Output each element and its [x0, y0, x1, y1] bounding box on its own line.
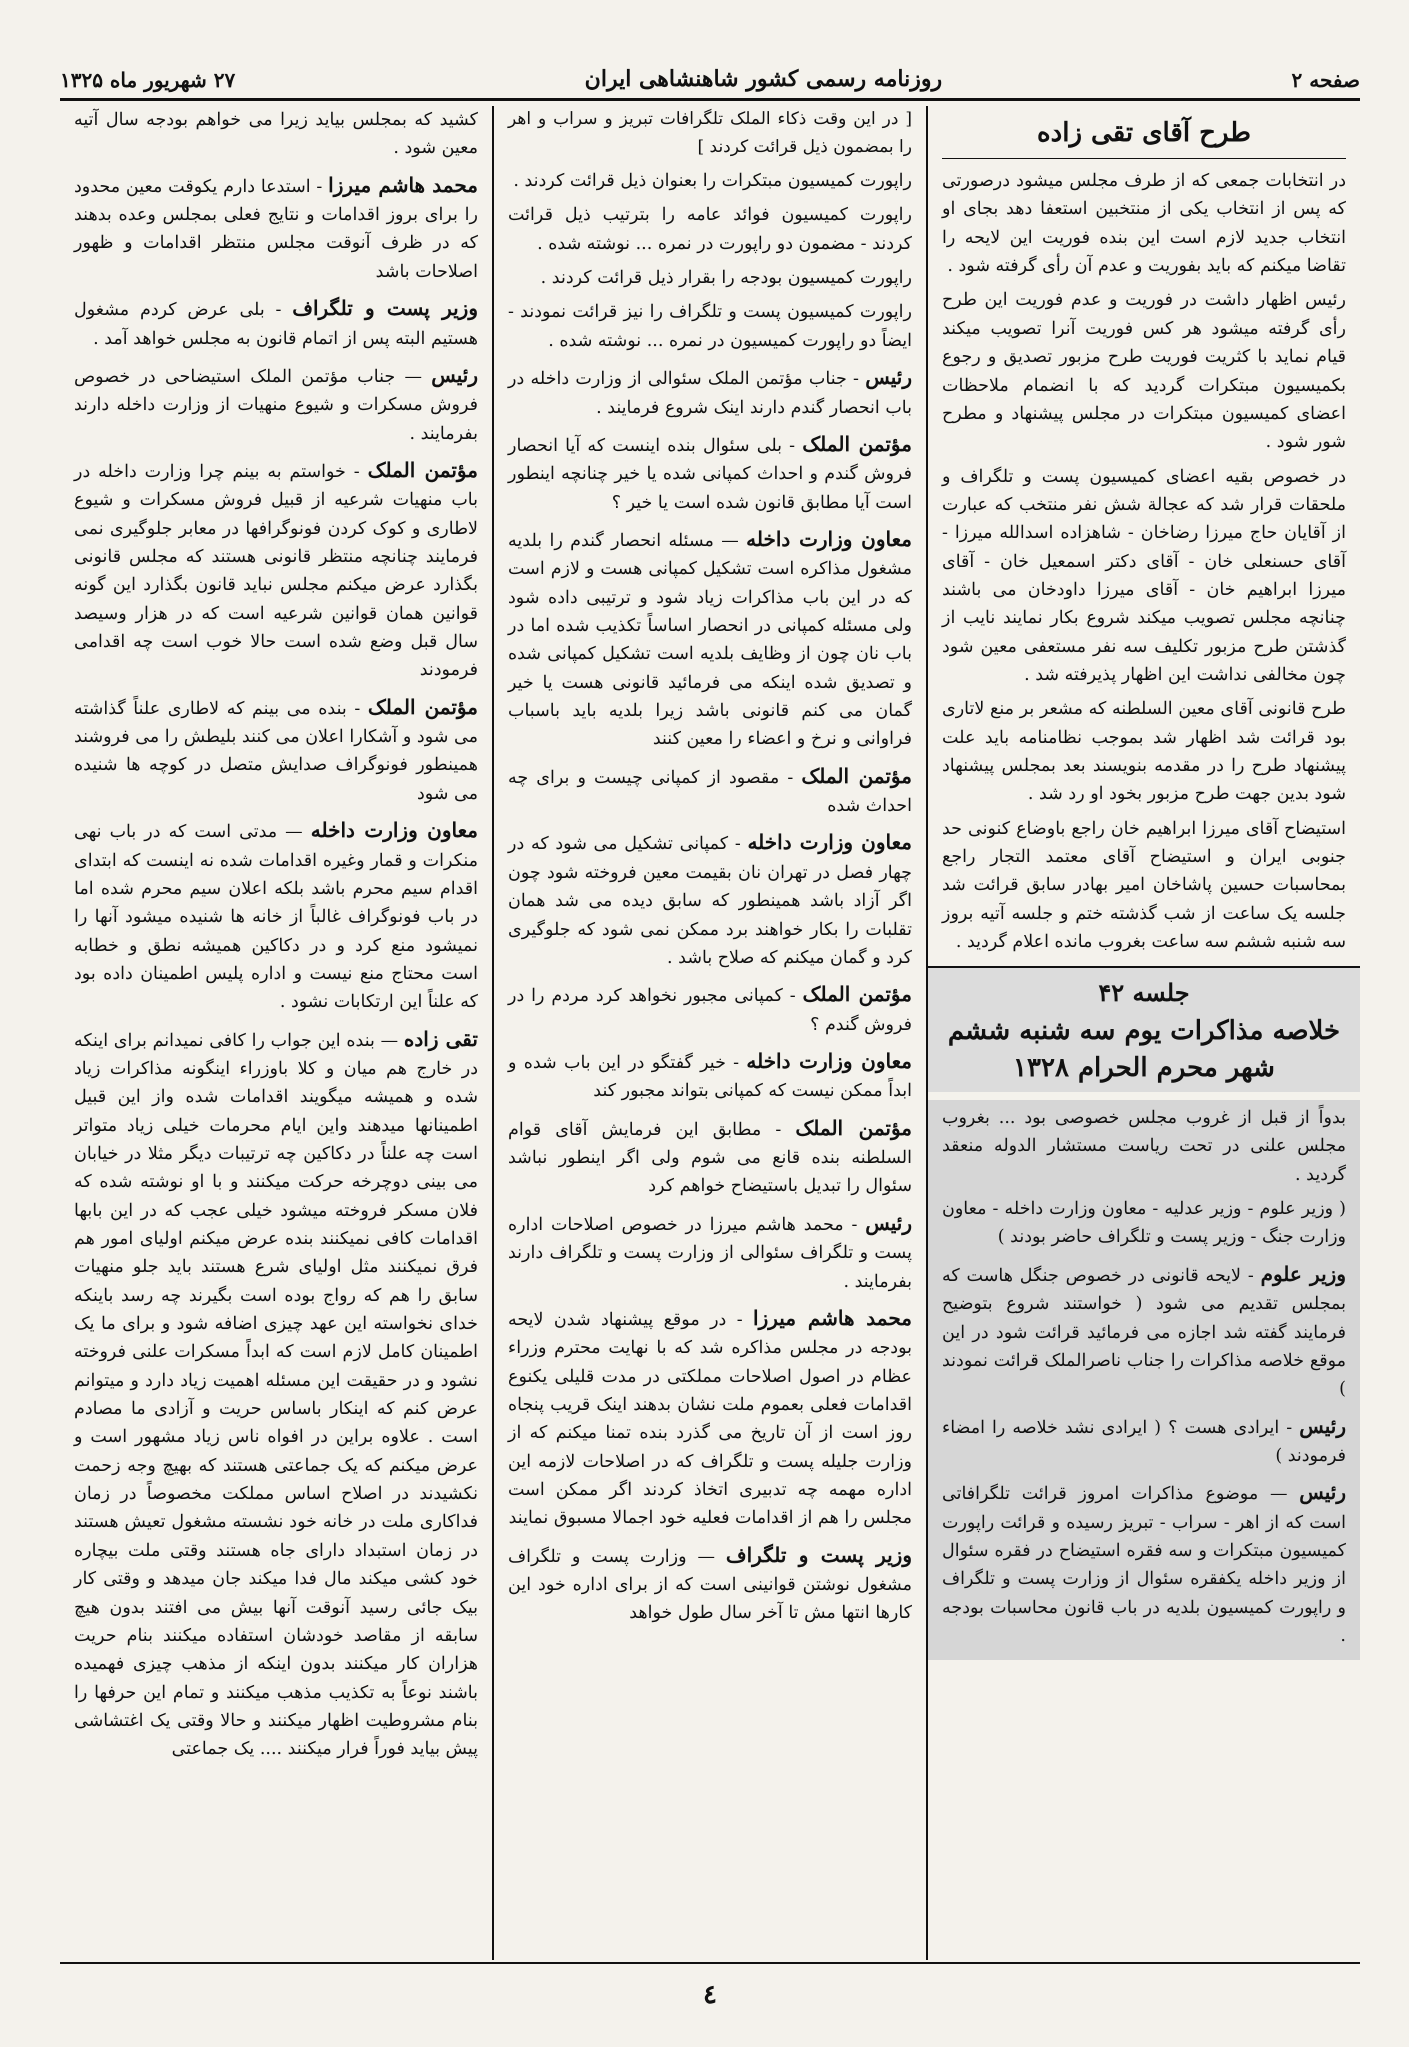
- paragraph: [508, 428, 912, 517]
- speaker-name: معاون وزارت داخله: [746, 1048, 912, 1073]
- paragraph: ( وزیر علوم - وزیر عدلیه - معاون وزارت داخله - معاون وزارت جنگ - وزیر پست و تلگراف حاضر بودند ): [942, 1199, 1346, 1248]
- session-number: جلسه ۴۲: [1098, 978, 1190, 1008]
- paragraph: [74, 691, 478, 808]
- speaker-name: رئیس: [1299, 1413, 1346, 1438]
- speaker-name: مؤتمن الملک: [801, 763, 912, 788]
- speech: — مدتی است که در باب نهی منکرات و قمار وغیره اقدامات شده نه اینست که ابتدای اقدام سیم محرم باشد بلکه اعلان سیم محرم شده اما در باب فونوگراف غالباً از خانه ها شنیده میشود آنها را نمیشود منع کرد و در دکاکین همیشه نطق و خطابه است محتاج منع نیست و اداره پلیس اطمینان داده بود که علناً این ارتکابات نشود .: [74, 822, 478, 1013]
- session-title: خلاصه مذاکرات یوم سه شنبه ششم شهر محرم الحرام ۱۳۲۸: [947, 1016, 1341, 1083]
- page-number: ٤: [703, 1980, 717, 2010]
- paragraph: [508, 1045, 912, 1106]
- speaker-name: مؤتمن الملک: [802, 982, 912, 1007]
- paragraph: [942, 1476, 1346, 1650]
- paragraph: [74, 1023, 478, 1764]
- paragraph: [508, 1302, 912, 1533]
- issue-date: ۲۷ شهریور ماه ۱۳۲۵: [60, 68, 236, 92]
- speech: — جناب مؤتمن الملک استیضاحی در خصوص فروش مسکرات و شیوع منهیات از وزارت داخله دارند بفرمایند .: [74, 366, 478, 444]
- columns: [60, 106, 1360, 1960]
- paragraph: [74, 454, 478, 685]
- paragraph: [942, 1410, 1346, 1471]
- paragraph: در انتخابات جمعی که از طرف مجلس میشود درصورتی که پس از انتخاب یکی از منتخبین استعفا دهد بجای او انتخاب جدید لازم است این بنده فوریت این لایحه را تقاضا میکنم که باید بفوریت و عدم آن رأی گرفته شود .: [942, 171, 1346, 277]
- speech: - کمپانی تشکیل می شود که در چهار فصل در تهران نان بقیمت معین فروخته شود چون اگر آزاد باشد همینطور که سابق دیده می شد همان تقلبات را بکار خواهند برد ممکن نمی شود که جلوگیری کرد و گمان میکنم که صلاح باشد .: [508, 834, 912, 968]
- speaker-name: مؤتمن الملک: [795, 1115, 912, 1140]
- column-middle: [494, 106, 928, 1960]
- speech: — وزارت پست و تلگراف مشغول نوشتن قوانینی است که از برای اداره خود این کارها انتها مش تا آخر سال طول خواهد: [508, 1546, 912, 1624]
- speaker-name: وزیر پست و تلگراف: [292, 296, 478, 321]
- paragraph: [74, 359, 478, 448]
- speaker-name: تقی زاده: [403, 1026, 478, 1051]
- paragraph: راپورت کمیسیون فوائد عامه را بترتیب ذیل قرائت کردند - مضمون دو راپورت در نمره ... نوشته شده .: [508, 205, 912, 254]
- speaker-name: وزیر علوم: [1260, 1261, 1346, 1286]
- speech: - خیر گفتگو در این باب شده و ابداً ممکن نیست که کمپانی بتواند مجبور کند: [508, 1052, 912, 1102]
- speaker-name: رئیس: [431, 362, 478, 387]
- speaker-name: وزیر پست و تلگراف: [725, 1542, 912, 1567]
- session-header: [928, 966, 1360, 1092]
- speech: - مقصود از کمپانی چیست و برای چه احداث شده: [508, 767, 912, 817]
- speech: - مطابق این فرمایش آقای قوام السلطنه بنده قانع می شوم ولی اگر اینطور نباشد سئوال را تبدیل باستیضاح خواهم کرد: [508, 1119, 912, 1197]
- speech: - استدعا دارم یکوقت معین محدود را برای بروز اقدامات و نتایج فعلی بمجلس وعده بدهند که در ظرف آنوقت مجلس منتظر اقدامات و ظهور اصلاحات باشد: [74, 176, 478, 282]
- speech: - لایحه قانونی در خصوص جنگل هاست که بمجلس تقدیم می شود ( خواستند شروع بتوضیح فرمایند گفته شد اجازه می فرمائید قرائت شود در این موقع خلاصه مذاکرات را جناب ناصرالملک قرائت نمودند ): [942, 1265, 1346, 1400]
- newspaper-page: [60, 20, 1360, 2020]
- paragraph: در خصوص بقیه اعضای کمیسیون پست و تلگراف و ملحقات قرار شد که عجالة شش نفر منتخب که عبارت از آقایان حاج میرزا رضاخان - شاهزاده اسدالله میرزا - آقای حسنعلی خان - آقای دکتر اسمعیل خان - آقای میرزا ابراهیم خان - آقای میرزا داودخان می باشند چنانچه مجلس تصویب میکند شروع بکار نمایند نایب از گذشتن طرح مزبور تکلیف سه نفر مستعفی معین شود چون مخالفی نداشت این اظهار پذیرفته شد .: [942, 466, 1346, 685]
- paragraph: استیضاح آقای میرزا ابراهیم خان راجع باوضاع کنونی حد جنوبی ایران و استیضاح آقای معتمد التجار راجع بمحاسبات حسین پاشاخان امیر بهادر سابق قرائت شد جلسه یک ساعت از شب گذشته ختم و جلسه آتیه بروز سه شنبه ششم سه ساعت بغروب مانده اعلام گردید .: [942, 818, 1346, 953]
- paragraph: [74, 814, 478, 1016]
- page-label: صفحه ۲: [1291, 68, 1360, 92]
- session-body: [928, 1100, 1360, 1660]
- paragraph: [508, 760, 912, 821]
- speech: - خواستم به بینم چرا وزارت داخله در باب منهیات شرعیه از قبیل فروش مسکرات و شیوع لاطاری و کوک کردن فونوگرافها در معابر جلوگیری نمی فرمایند چنانچه منتظر قانونی هستند که مجلس قانونی بگذارد عرض میکنم مجلس نباید قانون بگذارد این گونه قوانین همان قوانین شرعیه است که در هزار وسیصد سال قبل وضع شده است حالا خوب است چه اقدامی فرمودند: [74, 461, 478, 681]
- paragraph: [508, 1207, 912, 1296]
- newspaper-title: روزنامه رسمی کشور شاهنشاهی ایران: [584, 66, 943, 92]
- paragraph: [508, 523, 912, 754]
- paragraph: [942, 1258, 1346, 1404]
- paragraph: [508, 1112, 912, 1201]
- speaker-name: محمد هاشم میرزا: [753, 1305, 912, 1330]
- paragraph: راپورت کمیسیون پست و تلگراف را نیز قرائت نمودند - ایضاً دو راپورت کمیسیون در نمره ... نوشته شده .: [508, 302, 912, 351]
- paragraph: کشید که بمجلس بیاید زیرا می خواهم بودجه سال آتیه معین شود .: [74, 110, 478, 159]
- speech: - کمپانی مجبور نخواهد کرد مردم را در فروش گندم ؟: [508, 986, 912, 1035]
- paragraph: [74, 169, 478, 286]
- speaker-name: مؤتمن الملک: [367, 457, 478, 482]
- paragraph: [ در این وقت ذکاء الملک تلگرافات تبریز و سراب و اهر را بمضمون ذیل قرائت کردند ]: [508, 109, 912, 157]
- speaker-name: مؤتمن الملک: [802, 431, 912, 456]
- paragraph: [508, 826, 912, 972]
- speech: - جناب مؤتمن الملک سئوالی از وزارت داخله در باب انحصار گندم دارند اینک شروع فرمایند .: [508, 369, 912, 418]
- speech: - محمد هاشم میرزا در خصوص اصلاحات اداره پست و تلگراف سئوالی از وزارت پست و تلگراف دارند بفرمایند .: [508, 1214, 912, 1292]
- speaker-name: معاون وزارت داخله: [746, 526, 912, 551]
- paragraph: راپورت کمیسیون مبتکرات را بعنوان ذیل قرائت کردند .: [513, 171, 912, 192]
- speech: - در موقع پیشنهاد شدن لایحه بودجه در مجلس مذاکره شد که با نهایت محترم وزراء عظام در اصول اصلاحات مملکتی در مدت قلیلی یکنوع اقدامات فعلی بعموم ملت نشان بدهند اینک قریب پنجاه روز است از آن تاریخ می گذرد بنده تمنا میکنم که از وزارت جلیله پست و تلگراف که در اصلاحات لازمه این اداره مهمه چه تدبیری اتخاذ کردند اگر ممکن است مجلس را هم از اقدامات فعلیه خود اجمالا مسبوق نمایند: [508, 1309, 912, 1529]
- paragraph: [508, 1539, 912, 1628]
- masthead: [60, 20, 1360, 92]
- speech: - ایرادی هست ؟ ( ایرادی نشد خلاصه را امضاء فرمودند ): [942, 1417, 1346, 1466]
- speaker-name: معاون وزارت داخله: [747, 830, 912, 855]
- paragraph: [508, 361, 912, 422]
- speaker-name: رئیس: [865, 365, 912, 390]
- top-rule: [60, 98, 1360, 101]
- speech: - بنده می بینم که لاطاری علناً گذاشته می شود و آشکارا اعلان می کنند بلیطش را می فروشند همینطور فونوگراف صدایش متصل در کوچه ها شنیده می شود: [74, 698, 478, 804]
- speaker-name: مؤتمن الملک: [367, 694, 478, 719]
- speaker-name: معاون وزارت داخله: [310, 818, 478, 843]
- column-right: [928, 106, 1360, 1960]
- speech: - بلی سئوال بنده اینست که آیا انحصار فروش گندم و احداث کمپانی شده یا خیر چنانچه اینطور است آیا مطابق قانون شده است یا خیر ؟: [508, 435, 912, 513]
- speech: — بنده این جواب را کافی نمیدانم برای اینکه در خارج هم میان و کلا باوزراء اینگونه مذاکرات زیاد شده و همیشه میگویند اقدامات شده واز این قبیل اطمینانها میدهند واین ایام محرمات خیلی زیاد متواتر است چه علناً در دکاکین چه ترتیبات دیگر مثلا در خیابان می بینی دوچرخه حرکت میکنند و با او نوشته شده که فلان مسکر فروخته میشود خیلی عجب که در این بابها اقدامات کافی نمیکنند بنده عرض میکنم اولیای امور هم فرق نمیکنند مثل اولیای شرع هستند باید جلو منهیات سابق را هم که رواج بوده است بگیرند چه رسد باینکه خدای نخواسته این عهد چیزی اضافه شود و برای ما یک اطمینان کامل لازم است که ابداً مسکرات علنی فروخته نشود و در حقیقت این مسئله اهمیت زیاد دارد و میتوانم عرض کنم که اینکار باساس حریت و آزادی ما مصادم است . علاوه براین در افواه ناس زیاد مشهور است و عرض میکنم که یک جماعتی هستند که بهیچ وجه زحمت نکشیدند در اصلاح اساس مملکت مخصوصاً در زمان فداکاری ملت در خانه خود نشسته مشغول تعیش هستند در زمان استبداد دارای جاه هستند وقتی ملت بیچاره خود کشی میکند مال فدا میکند جان میدهد و وقتی کار بیک جائی رسید آنوقت آنها بیش می افتند بدون هیچ سابقه از مقاصد خودشان استفاده میکنند بنام حریت هزاران کار میکنند بدون اینکه از مذهب چیزی فهمیده باشند نوعاً به تکذیب مذهب میکنند و تمام این حرفها را بنام مشروطیت اظهار میکنند و حالا وقتی یک اغتشاشی پیش بیاید فوراً فرار میکنند .... یک جماعتی: [74, 1030, 478, 1760]
- speaker-name: رئیس: [865, 1210, 912, 1235]
- speech: — موضوع مذاکرات امروز قرائت تلگرافاتی است که از اهر - سراب - تبریز رسیده و قرائت راپورت کمیسیون مبتکرات و سه فقره استیضاح در فقره سئوال از وزیر داخله یکفقره سئوال از وزارت پست و تلگراف و راپورت کمیسیون بلدیه در باب قانون محاسبات بودجه .: [942, 1484, 1346, 1647]
- speaker-name: رئیس: [1299, 1480, 1346, 1505]
- speaker-name: محمد هاشم میرزا: [328, 172, 478, 197]
- paragraph: راپورت کمیسیون بودجه را بقرار ذیل قرائت کردند .: [540, 268, 912, 289]
- paragraph: طرح قانونی آقای معین السلطنه که مشعر بر منع لاتاری بود قرائت شد اظهار شد بموجب نظامنامه باید علت پیشنهاد طرح را در مقدمه بنویسند بعد بمجلس پیشنهاد شود بدین جهت طرح مزبور بخود او رد شد .: [942, 699, 1346, 805]
- paragraph: [508, 978, 912, 1039]
- paragraph: رئیس اظهار داشت در فوریت و عدم فوریت این طرح رأی گرفته میشود هر کس فوریت آنرا تصویب میکند قیام نماید با کثریت فوریت طرح مزبور تصدیق و رجوع بکمیسیون مبتکرات گردید که با انضمام ملاحظات اعضای کمیسیون مبتکرات در مجلس پیشنهاد و مطرح شور شود .: [942, 290, 1346, 453]
- paragraph: [74, 292, 478, 353]
- speech: - بلی عرض کردم مشغول هستیم البته پس از اتمام قانون به مجلس خواهد آمد .: [74, 300, 478, 349]
- column-left: [60, 106, 494, 1960]
- bottom-rule: [60, 1962, 1360, 1964]
- paragraph: بدواً از قبل از غروب مجلس خصوصی بود ... بغروب مجلس علنی در تحت ریاست مستشار الدوله منعقد گردید .: [942, 1108, 1346, 1185]
- proposal-heading: طرح آقای تقی زاده: [942, 112, 1346, 159]
- speech: — مسئله انحصار گندم را بلدیه مشغول مذاکره است تشکیل کمپانی هست و لازم است که در این باب مذاکرات زیاد شود و ترتیبی داده شود ولی مسئله کمپانی در انحصار اساساً تکذیب شده اما در باب نان چون از وظایف بلدیه است تشکیل کمپانی شده و تصدیق شده اینکه می فرمائید قانونی هست یا خیر گمان می کنم قانونی باشد زیرا بلدیه باید باسباب فراوانی و نرخ و اعضاء را معین کنند: [508, 530, 912, 750]
